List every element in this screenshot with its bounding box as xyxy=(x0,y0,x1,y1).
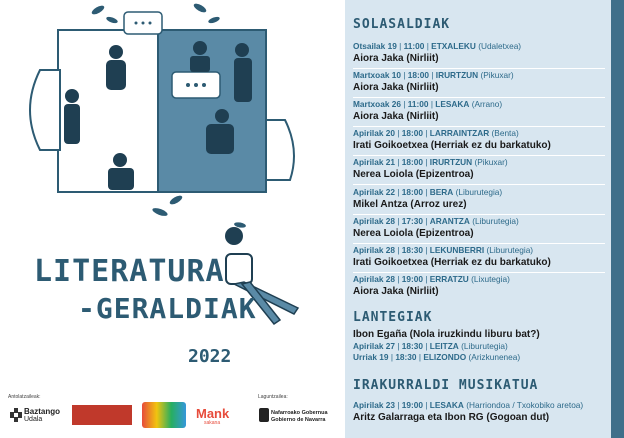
mank-sub-text: sakana xyxy=(204,420,221,426)
event-date: Apirilak 22 xyxy=(353,187,395,197)
title-line-2: -GERALDIAK xyxy=(78,292,257,325)
event-details xyxy=(353,70,608,81)
event-details xyxy=(353,245,608,256)
event-venue: (Arrano) xyxy=(471,99,503,109)
event-time: 18:00 xyxy=(401,157,423,167)
session-date: Urriak 19 xyxy=(353,352,389,362)
event-speaker: Aiora Jaka (Nirliit) xyxy=(353,53,439,64)
lantegiak-block xyxy=(353,328,608,363)
event-venue: (Pikuxar) xyxy=(474,157,508,167)
divider xyxy=(353,272,605,273)
event-time: 18:00 xyxy=(401,187,423,197)
divider xyxy=(353,243,605,244)
separator: | xyxy=(403,70,406,80)
navarra-shield-icon xyxy=(259,408,269,422)
separator: | xyxy=(397,400,400,410)
separator: | xyxy=(425,341,428,351)
year: 2022 xyxy=(188,346,232,367)
workshop-session xyxy=(353,341,608,352)
event-speaker: Aiora Jaka (Nirliit) xyxy=(353,286,439,297)
divider xyxy=(353,184,605,185)
event-time: 11:00 xyxy=(403,41,425,51)
event-place: BERA xyxy=(429,187,454,197)
event-item xyxy=(353,128,608,152)
event-place: LARRAINTZAR xyxy=(429,128,490,138)
event-details xyxy=(353,99,608,110)
event-item xyxy=(353,187,608,211)
separator: | xyxy=(390,352,393,362)
event-date: Apirilak 20 xyxy=(353,128,395,138)
event-time: 18:00 xyxy=(407,70,429,80)
event-place: ARANTZA xyxy=(429,216,470,226)
separator: | xyxy=(425,157,428,167)
reading-illustration xyxy=(0,0,345,250)
event-speaker: Irati Goikoetxea (Herriak ez du barkatuko) xyxy=(353,140,551,151)
divider xyxy=(353,97,605,98)
separator: | xyxy=(425,216,428,226)
separator: | xyxy=(431,70,434,80)
event-speaker: Aiora Jaka (Nirliit) xyxy=(353,82,439,93)
event-details xyxy=(353,41,608,52)
event-place: LESAKA xyxy=(435,99,470,109)
separator: | xyxy=(397,216,400,226)
irakurraldi-event xyxy=(353,400,608,424)
event-time: 17:30 xyxy=(401,216,423,226)
event-speaker: Nerea Loiola (Epizentroa) xyxy=(353,169,474,180)
separator: | xyxy=(425,245,428,255)
session-place: LEITZA xyxy=(429,341,459,351)
mank-logo-text: Mank xyxy=(196,406,230,421)
event-speaker: Irati Goikoetxea (Herriak ez du barkatuko) xyxy=(353,257,551,268)
supporter-label: Laguntzailea: xyxy=(258,394,288,400)
event-place: IRURTZUN xyxy=(435,70,479,80)
separator: | xyxy=(425,128,428,138)
event-speaker: Aiora Jaka (Nirliit) xyxy=(353,111,439,122)
irakurraldi-time: 19:00 xyxy=(401,400,423,410)
divider xyxy=(353,68,605,69)
event-item xyxy=(353,41,608,65)
event-venue: (Udaletxea) xyxy=(478,41,522,51)
session-place: ELIZONDO xyxy=(423,352,467,362)
event-venue: (Benta) xyxy=(491,128,519,138)
baztan-udala-text: Udala xyxy=(24,416,43,423)
separator: | xyxy=(425,187,428,197)
separator: | xyxy=(418,352,422,362)
event-place: IRURTZUN xyxy=(429,157,473,167)
bortziriak-logo xyxy=(72,405,132,425)
heading-solasaldiak: SOLASALDIAK xyxy=(353,17,451,32)
irakurraldi-place: LESAKA xyxy=(429,400,464,410)
event-venue: (Liburutegia) xyxy=(455,187,503,197)
separator: | xyxy=(426,41,429,51)
heading-lantegiak: LANTEGIAK xyxy=(353,310,433,325)
separator: | xyxy=(397,187,400,197)
workshop-session xyxy=(353,352,608,363)
irakurraldi-who: Aritz Galarraga eta Ibon RG (Gogoan dut) xyxy=(353,412,550,423)
event-item xyxy=(353,157,608,181)
event-item xyxy=(353,216,608,240)
event-details xyxy=(353,187,608,198)
separator: | xyxy=(397,274,400,284)
divider xyxy=(353,155,605,156)
baztan-shield-icon xyxy=(10,408,22,422)
event-date: Apirilak 28 xyxy=(353,274,395,284)
event-details xyxy=(353,216,608,227)
heading-irakurraldi: IRAKURRALDI MUSIKATUA xyxy=(353,378,539,393)
divider xyxy=(353,214,605,215)
event-item xyxy=(353,99,608,123)
event-details xyxy=(353,274,608,285)
separator: | xyxy=(403,99,406,109)
lantegiak-who: Ibon Egaña (Nola iruzkindu liburu bat?) xyxy=(353,329,540,340)
event-date: Apirilak 21 xyxy=(353,157,395,167)
session-time: 18:30 xyxy=(401,341,423,351)
irakurraldi-date: Apirilak 23 xyxy=(353,400,395,410)
separator: | xyxy=(397,245,400,255)
event-time: 11:00 xyxy=(407,99,429,109)
event-details xyxy=(353,128,608,139)
navarra-text-1: Nafarroako Gobernua xyxy=(271,410,328,416)
accent-stripe xyxy=(611,0,624,438)
event-speaker: Mikel Antza (Arroz urez) xyxy=(353,199,467,210)
event-time: 19:00 xyxy=(401,274,423,284)
separator: | xyxy=(425,400,428,410)
footer-logos xyxy=(8,388,340,434)
session-venue: (Arizkunenea) xyxy=(468,352,521,362)
event-item xyxy=(353,274,608,298)
title-line-1: LITERATURA xyxy=(34,254,225,289)
navarra-text-2: Gobierno de Navarra xyxy=(271,417,326,423)
separator: | xyxy=(399,41,402,51)
event-item xyxy=(353,70,608,94)
event-venue: (Liburutegia) xyxy=(486,245,534,255)
event-details xyxy=(353,157,608,168)
event-place: LEKUNBERRI xyxy=(429,245,485,255)
separator: | xyxy=(430,99,433,109)
event-place: ERRATZU xyxy=(429,274,469,284)
event-venue: (Pikuxar) xyxy=(480,70,514,80)
event-date: Martxoak 26 xyxy=(353,99,401,109)
irakurraldi-venue: (Harriondoa / Txokobiko aretoa) xyxy=(466,400,584,410)
event-time: 18:00 xyxy=(401,128,423,138)
event-date: Martxoak 10 xyxy=(353,70,401,80)
irakurraldi-event-details xyxy=(353,400,608,411)
session-venue: (Liburutegia) xyxy=(461,341,508,351)
event-date: Otsailak 19 xyxy=(353,41,397,51)
euskara-logo xyxy=(142,402,186,428)
organizers-label: Antolatzaileak: xyxy=(8,394,41,400)
baztan-logo-text: Baztango xyxy=(24,407,60,416)
separator: | xyxy=(397,157,400,167)
event-place: ETXALEKU xyxy=(431,41,476,51)
event-item xyxy=(353,245,608,269)
event-date: Apirilak 28 xyxy=(353,245,395,255)
event-date: Apirilak 28 xyxy=(353,216,395,226)
session-time: 18:30 xyxy=(395,352,417,362)
separator: | xyxy=(397,341,400,351)
separator: | xyxy=(397,128,400,138)
event-venue: (Liburutegia) xyxy=(472,216,519,226)
separator: | xyxy=(425,274,428,284)
session-date: Apirilak 27 xyxy=(353,341,395,351)
event-time: 18:30 xyxy=(401,245,423,255)
divider xyxy=(353,126,605,127)
event-venue: (Lixutegia) xyxy=(471,274,510,284)
event-speaker: Nerea Loiola (Epizentroa) xyxy=(353,228,474,239)
